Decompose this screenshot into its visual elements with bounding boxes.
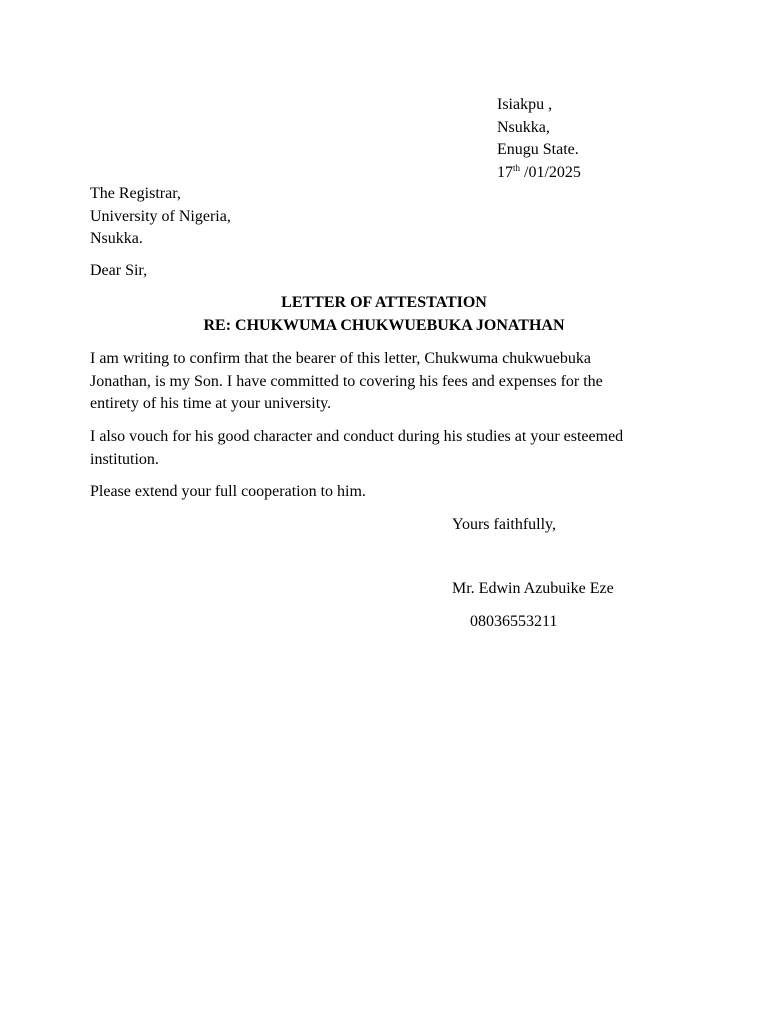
signer-phone: 08036553211 [470, 613, 558, 630]
signer-name: Mr. Edwin Azubuike Eze [452, 580, 614, 597]
body-paragraph-2-line-2: institution. [90, 450, 159, 468]
valediction: Yours faithfully, [452, 516, 557, 533]
date-suffix: th [513, 162, 521, 173]
sender-address-line-2: Nsukka, [497, 118, 550, 136]
salutation: Dear Sir, [90, 262, 148, 279]
recipient-line-3: Nsukka. [90, 230, 143, 247]
letter-title: LETTER OF ATTESTATION [281, 294, 487, 311]
sender-address-line-3: Enugu State. [497, 141, 579, 158]
body-paragraph-2 [90, 426, 623, 471]
letter-subject: RE: CHUKWUMA CHUKWUEBUKA JONATHAN [203, 317, 565, 334]
sender-address [497, 94, 581, 184]
body-paragraph-1-line-1: I am writing to confirm that the bearer of this letter, Chukwuma chukwuebuka [90, 350, 591, 367]
body-paragraph-1-line-3: entirety of his time at your university. [90, 395, 332, 412]
date-day: 17 [497, 163, 513, 181]
body-paragraph-3: Please extend your full cooperation to him. [90, 483, 366, 500]
recipient-line-1: The Registrar, [90, 185, 181, 202]
recipient-line-2: University of Nigeria, [90, 207, 231, 225]
body-paragraph-1-line-2: Jonathan, is my Son. I have committed to covering his fees and expenses for the [90, 372, 603, 390]
letter-date [497, 162, 581, 185]
body-paragraph-2-line-1: I also vouch for his good character and conduct during his studies at your esteemed [90, 428, 624, 445]
recipient-address [90, 183, 231, 251]
date-rest: /01/2025 [520, 163, 581, 181]
body-paragraph-1 [90, 348, 603, 416]
sender-address-line-1: Isiakpu , [497, 96, 553, 113]
